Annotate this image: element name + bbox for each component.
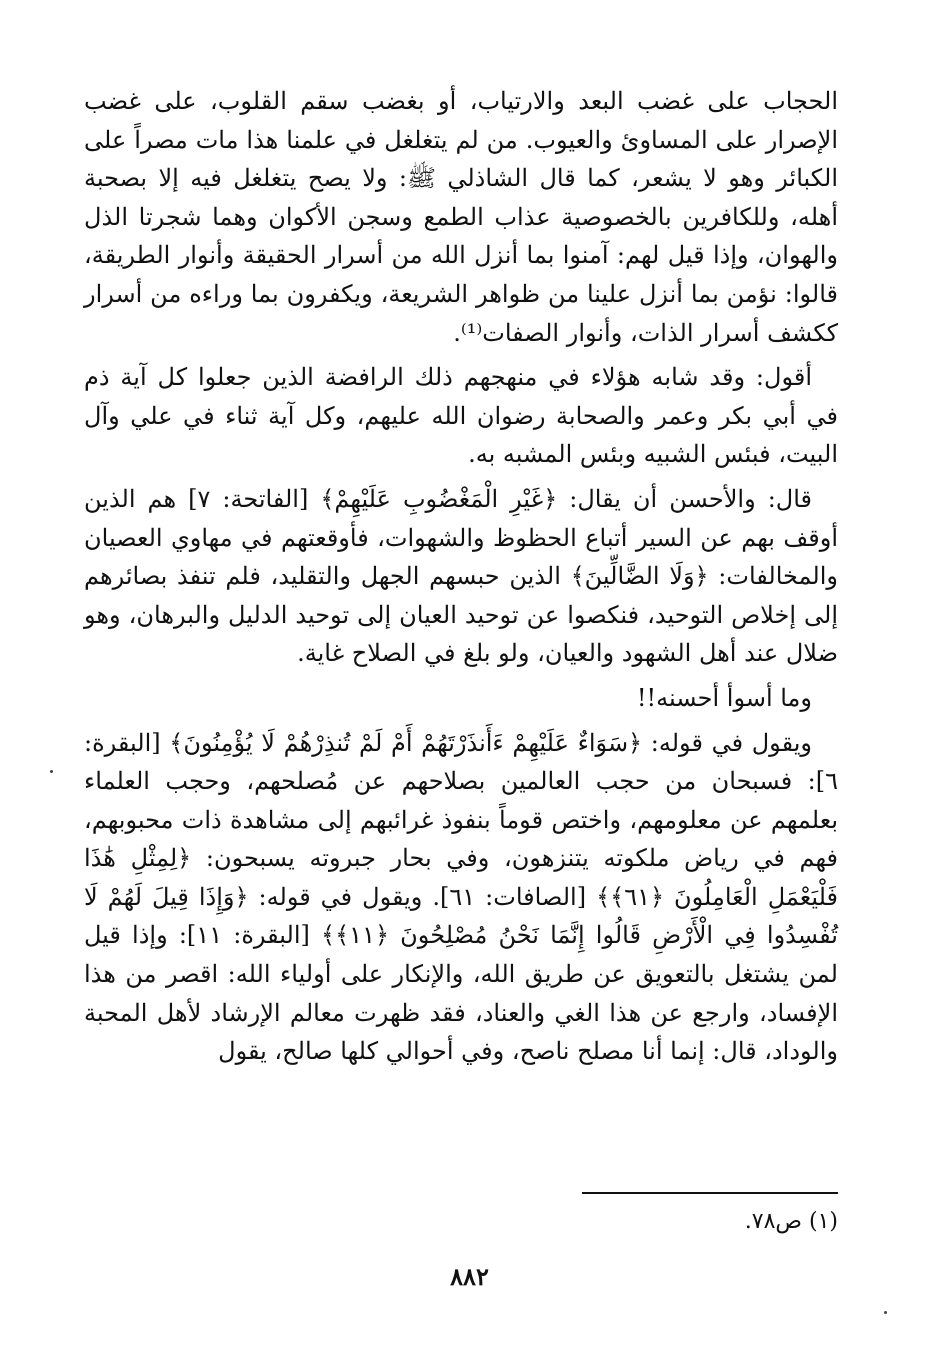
scan-speck: [50, 770, 53, 773]
footnote-divider: [582, 1192, 838, 1194]
paragraph-2: أقول: وقد شابه هؤلاء في منهجهم ذلك الرافضة الذين جعلوا كل آية ذم في أبي بكر وعمر والصحابة رضوان الله عليهم، وكل آية ثناء في علي وآل البيت، فبئس الشبيه وبئس المشبه به.: [84, 363, 838, 469]
paragraph-1: الحجاب على غضب البعد والارتياب، أو بغضب سقم القلوب، على غضب الإصرار على المساوئ والعيوب. من لم يتغلغل في علمنا هذا مات مصراً على الكبائر وهو لا يشعر، كما قال الشاذلي ﷺ: ولا يصح يتغلغل فيه إلا بصحبة أهله، وللكافرين بالخصوصية عذاب الطمع وسجن الأكوان وهما شجرتا الذل والهوان، وإذا قيل لهم: آمنوا بما أنزل الله من أسرار الحقيقة وأنوار الطريقة، قالوا: نؤمن بما أنزل علينا من ظواهر الشريعة، ويكفرون بما وراءه من أسرار ككشف أسرار الذات، وأنوار الصفات⁽¹⁾.: [84, 87, 838, 347]
paragraph-3: قال: والأحسن أن يقال: ﴿غَيْرِ الْمَغْضُوبِ عَلَيْهِمْ﴾ [الفاتحة: ٧] هم الذين أوقف بهم عن السير أتباع الحظوظ والشهوات، فأوقعتهم في مهاوي العصيان والمخالفات: ﴿وَلَا الضَّالِّينَ﴾ الذين حبسهم الجهل والتقليد، فلم تنفذ بصائرهم إلى إخلاص التوحيد، فنكصوا عن توحيد العيان إلى توحيد الدليل والبرهان، وهو ضلال عند أهل الشهود والعيان، ولو بلغ في الصلاح غاية.: [84, 484, 838, 668]
main-text: [84, 82, 838, 1071]
page-number: ٨٨٢: [450, 1262, 489, 1291]
footnote: (١) ص٧٨.: [744, 1209, 838, 1234]
paragraph-4: وما أسوأ أحسنه!!: [636, 683, 812, 712]
paragraph-5: ويقول في قوله: ﴿سَوَاءٌ عَلَيْهِمْ ءَأَنذَرْتَهُمْ أَمْ لَمْ تُنذِرْهُمْ لَا يُؤْمِنُونَ﴾ [البقرة: ٦]: فسبحان من حجب العالمين بصلاحهم عن مُصلحهم، وحجب العلماء بعلمهم عن معلومهم، واختص قوماً بنفوذ غرائبهم إلى مشاهدة ذات محبوبهم، فهم في رياض ملكوته يتنزهون، وفي بحار جبروته يسبحون: ﴿لِمِثْلِ هَٰذَا فَلْيَعْمَلِ الْعَامِلُونَ ﴿٦١﴾﴾ [الصافات: ٦١]. ويقول في قوله: ﴿وَإِذَا قِيلَ لَهُمْ لَا تُفْسِدُوا فِي الْأَرْضِ قَالُوا إِنَّمَا نَحْنُ مُصْلِحُونَ ﴿١١﴾﴾ [البقرة: ١١]: وإذا قيل لمن يشتغل بالتعويق عن طريق الله، والإنكار على أولياء الله: اقصر من هذا الإفساد، وارجع عن هذا الغي والعناد، فقد ظهرت معالم الإرشاد لأهل المحبة والوداد، قال: إنما أنا مصلح ناصح، وفي أحوالي كلها صالح، يقول: [84, 728, 839, 1066]
scan-speck: [884, 1311, 887, 1314]
